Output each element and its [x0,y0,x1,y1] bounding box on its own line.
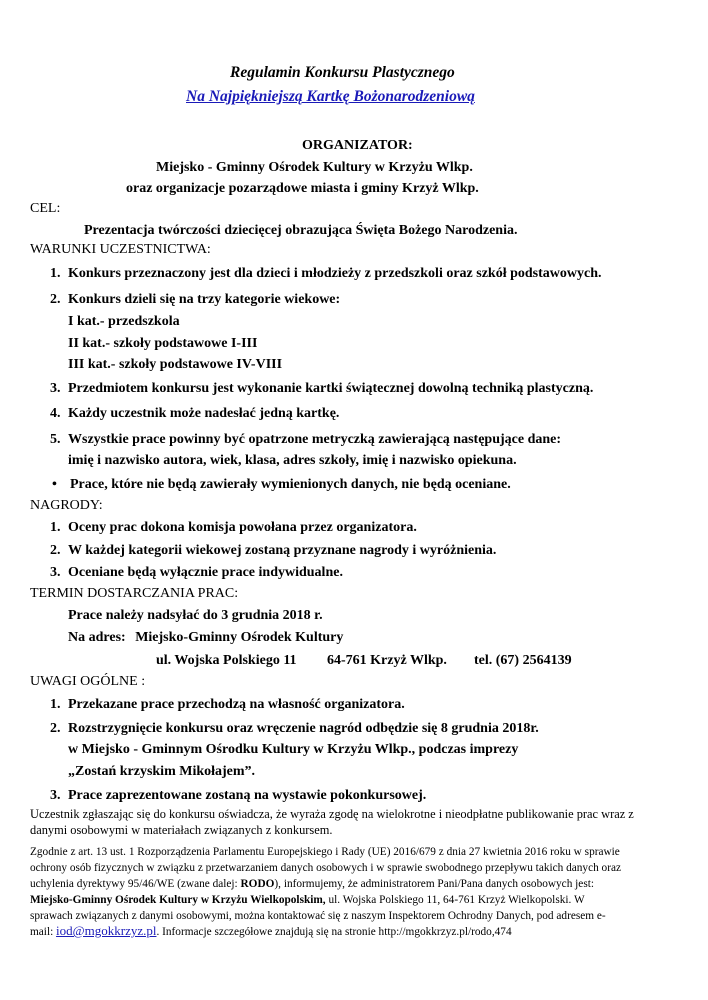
deadline-city: 64-761 Krzyż Wlkp. [327,653,447,668]
category-1: I kat.- przedszkola [68,314,180,329]
conditions-bullet [52,476,511,494]
conditions-item-4 [50,405,339,423]
awards-heading: NAGRODY: [30,498,103,513]
address-name: Miejsko-Gminny Ośrodek Kultury [135,630,344,645]
list-number: 4. [50,406,61,421]
list-number: 3. [50,381,61,396]
awards-item-2 [50,542,496,560]
rodo-line-2: ochrony osób fizycznych w związku z przetwarzaniem danych osobowych i w sprawie swobodnego przepływu takich danych oraz [30,862,621,874]
remarks-item-1 [50,696,405,714]
rodo-line-1: Zgodnie z art. 13 ust. 1 Rozporządzenia Parlamentu Europejskiego i Rady (UE) 2016/679 z dnia 27 kwietnia 2016 roku w sprawie [30,846,620,858]
rodo-line-6 [30,924,512,940]
consent-line-1: Uczestnik zgłaszając się do konkursu oświadcza, że wyraża zgodę na wielokrotne i nieodpłatne publikowanie prac wraz z [30,807,634,821]
goal-text: Prezentacja twórczości dziecięcej obrazująca Święta Bożego Narodzenia. [84,223,518,238]
rodo-text: mail: [30,926,57,938]
deadline-phone: tel. (67) 2564139 [474,653,572,668]
list-text: Oceniane będą wyłącznie prace indywidualne. [68,565,343,580]
remarks-item-2 [50,720,539,738]
category-2: II kat.- szkoły podstawowe I-III [68,336,258,351]
address-label: Na adres: [68,630,126,645]
organizer-line-1: Miejsko - Gminny Ośrodek Kultury w Krzyżu Wlkp. [156,160,473,175]
list-text: Wszystkie prace powinny być opatrzone metryczką zawierającą następujące dane: [68,432,562,447]
list-number: 2. [50,292,61,307]
awards-item-1 [50,519,417,537]
organizer-line-2: oraz organizacje pozarządowe miasta i gminy Krzyż Wlkp. [126,181,479,196]
document-subtitle: Na Najpiękniejszą Kartkę Bożonarodzeniową [186,88,475,105]
email-link[interactable]: iod@mgokkrzyz.pl [56,923,157,938]
list-text: Konkurs przeznaczony jest dla dzieci i młodzieży z przedszkoli oraz szkół podstawowych. [68,266,602,281]
rodo-line-4 [30,893,585,908]
rodo-text: ul. Wojska Polskiego 11, 64-761 Krzyż Wielkopolski. W [325,894,585,906]
conditions-item-2 [50,291,340,309]
list-text: W każdej kategorii wiekowej zostaną przyznane nagrody i wyróżnienia. [68,543,497,558]
conditions-item-1 [50,265,602,283]
rodo-line-5: sprawach związanych z danymi osobowymi, można kontaktować się z naszym Inspektorem Ochrodny Danych, pod adresem e- [30,910,606,922]
list-text: Konkurs dzieli się na trzy kategorie wiekowe: [68,292,341,307]
list-text: Prace zaprezentowane zostaną na wystawie pokonkursowej. [68,788,427,803]
rodo-acronym: RODO [240,878,275,890]
conditions-item-3 [50,380,593,398]
list-number: 5. [50,432,61,447]
deadline-address [68,629,343,647]
remarks-heading: UWAGI OGÓLNE : [30,674,146,689]
list-number: 3. [50,788,61,803]
document-title: Regulamin Konkursu Plastycznego [230,64,455,81]
consent-line-2: danymi osobowymi w materiałach związanych z konkursem. [30,823,333,837]
list-number: 2. [50,721,61,736]
rodo-line-3 [30,877,594,892]
list-text: Przekazane prace przechodzą na własność organizatora. [68,697,405,712]
list-number: 2. [50,543,61,558]
bullet-icon: • [52,477,57,492]
remarks-item-3 [50,787,426,805]
list-text: Prace, które nie będą zawierały wymienionych danych, nie będą oceniane. [70,477,511,492]
deadline-date: Prace należy nadsyłać do 3 grudnia 2018 r. [68,608,323,623]
conditions-item-5-continued: imię i nazwisko autora, wiek, klasa, adres szkoły, imię i nazwisko opiekuna. [68,453,517,468]
category-3: III kat.- szkoły podstawowe IV-VIII [68,357,283,372]
goal-heading: CEL: [30,201,61,216]
rodo-text: uchylenia dyrektywy 95/46/WE (zwane dalej: [30,878,241,890]
deadline-heading: TERMIN DOSTARCZANIA PRAC: [30,586,239,601]
list-number: 1. [50,697,61,712]
rodo-text: ), informujemy, że administratorem Pani/Pana danych osobowych jest: [274,878,594,890]
organizer-heading: ORGANIZATOR: [302,138,413,153]
list-number: 1. [50,266,61,281]
list-number: 3. [50,565,61,580]
conditions-heading: WARUNKI UCZESTNICTWA: [30,242,211,257]
deadline-street: ul. Wojska Polskiego 11 [156,653,297,668]
remarks-item-2-line-3: „Zostań krzyskim Mikołajem”. [68,764,256,779]
rodo-text: . Informacje szczegółowe znajdują się na stronie http://mgokkrzyz.pl/rodo,474 [156,926,512,938]
list-text: Każdy uczestnik może nadesłać jedną kartkę. [68,406,340,421]
administrator-name: Miejsko-Gminny Ośrodek Kultury w Krzyżu Wielkopolskim, [30,894,326,906]
list-number: 1. [50,520,61,535]
list-text: Rozstrzygnięcie konkursu oraz wręczenie nagród odbędzie się 8 grudnia 2018r. [68,721,539,736]
awards-item-3 [50,564,343,582]
remarks-item-2-line-2: w Miejsko - Gminnym Ośrodku Kultury w Krzyżu Wlkp., podczas imprezy [68,742,519,757]
conditions-item-5 [50,431,561,449]
list-text: Oceny prac dokona komisja powołana przez organizatora. [68,520,417,535]
list-text: Przedmiotem konkursu jest wykonanie kartki świątecznej dowolną techniką plastyczną. [68,381,594,396]
